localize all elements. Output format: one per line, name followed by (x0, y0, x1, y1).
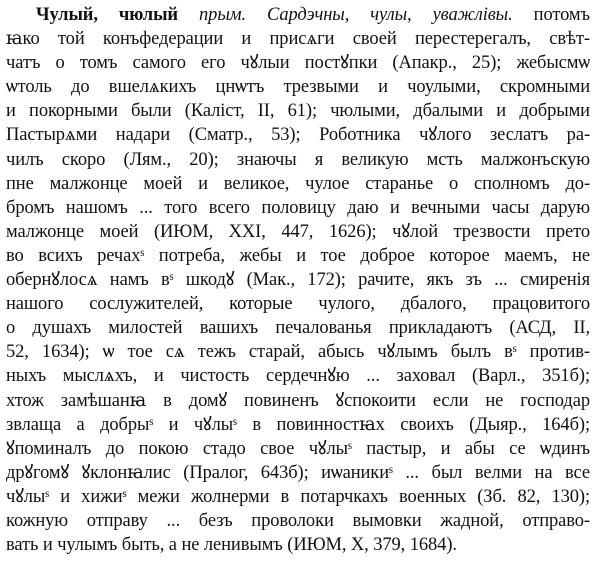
text-line: бромъ нашомъ ... того всего половицу даю и вечными часы дарую (6, 197, 590, 218)
headword: Чулый, чюлый (36, 5, 178, 25)
text-line: о душахъ милостей вашихъ печалованья прикладаютъ (АСД, II, (6, 318, 590, 339)
text-line: и покорными были (Каліст, II, 61); чюлыми, дбалыми и добрыми (6, 101, 590, 122)
text-line: звлаща а добрыˢ и чꙋлыˢ в повинностꙗх своихъ (Дыяр., 164б); (6, 414, 590, 435)
text-line: чатъ о томъ самого его чꙋлыи постꙋпки (Апакр., 25); жебысмѡ (6, 53, 590, 74)
gloss: прым. Сардэчны, чулы, уважлівы. (199, 5, 513, 25)
text-line: кожную отправу ... безъ проволоки вымовки жадной, отправо- (6, 510, 590, 531)
text-line: потомъ (533, 5, 590, 25)
text-line: хтож замѣшанꙗ в домꙋ повиненъ ꙋспокоити если не господар (6, 390, 590, 411)
text-line: чилъ скоро (Лям., 20); знаючы я великую мсть малжонъскую (6, 149, 590, 170)
text-line: малжонце моей (ИЮМ, XXI, 447, 1626); чꙋлой трезвости прето (6, 221, 590, 242)
text-line: ꙋпоминалъ до покою стадо свое чꙋлыˢ пастыр, и абы се ѡдинъ (6, 438, 590, 459)
text-line: нашого сослужителей, которые чулого, дбалого, працовитого (6, 294, 590, 315)
text-line: вать и чулымъ быть, а не ленивымъ (ИЮМ, X, 379, 1684). (6, 535, 457, 556)
text-line: обернꙋлосѧ намъ вˢ шкодꙋ (Мак., 172); рачите, якъ зъ ... смиренія (6, 270, 590, 291)
text-line: дрꙋгомꙋ ꙋклонꙗлис (Пралог, 643б); иѡаникиˢ ... был велми на все (6, 462, 590, 483)
dictionary-entry (6, 3, 590, 557)
text-line: ꙗко той конъфедерации и присѧги своей перестерегалъ, свѣт- (6, 29, 590, 50)
text-line: ныхъ мыслѧхъ, и чистость сердечнꙋю ... заховал (Варл., 351б); (6, 366, 590, 387)
text-line: пне малжонце моей и великое, чулое старанье о сполномъ до- (6, 173, 590, 194)
text-line: чꙋлыˢ и хижиˢ межи жолнерми в потарчкахъ военных (Зб. 82, 130); (6, 486, 590, 507)
text-line: Пастырѧми надари (Сматр., 53); Роботника чꙋлого зеслатъ ра- (6, 125, 590, 146)
text-line: ѡтоль до вшелѧкихъ цнѡтъ трезвыми и чоулыми, скромными (6, 77, 590, 98)
text-line: 52, 1634); ѡ тое сѧ тежъ старай, абысь чꙋлымъ былъ вˢ против- (6, 342, 590, 363)
entry-first-line (6, 3, 590, 27)
text-line: во всихъ речахˢ потреба, жебы и тое доброе которое маемъ, не (6, 245, 590, 266)
